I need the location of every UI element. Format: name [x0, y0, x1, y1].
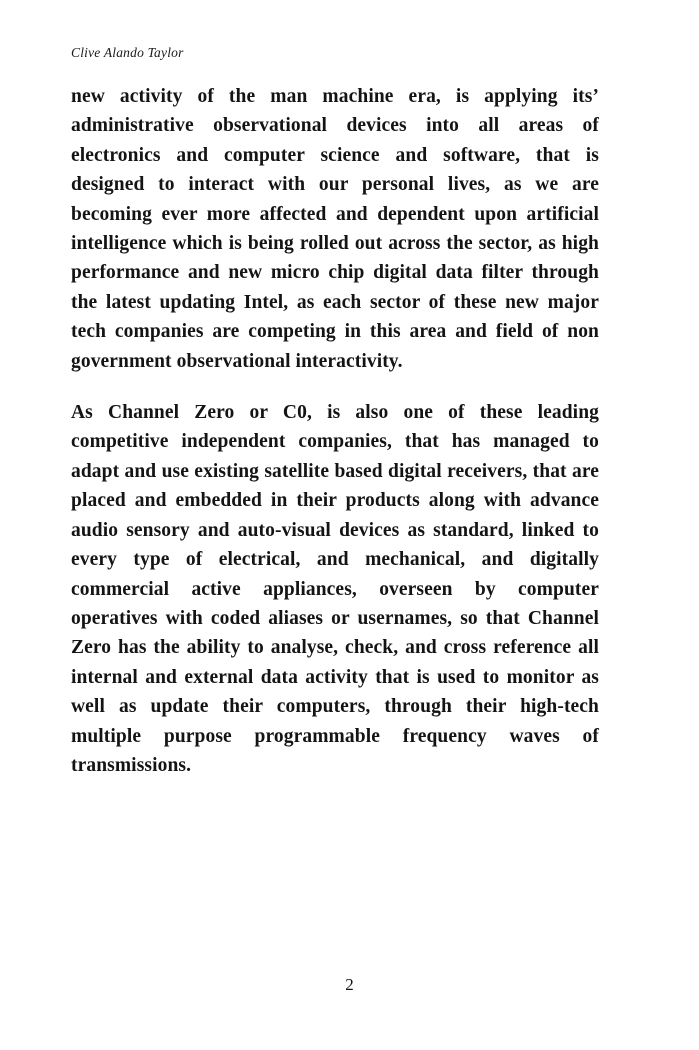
running-head: Clive Alando Taylor	[71, 45, 184, 60]
paragraph: new activity of the man machine era, is applying its’ administrative observational devices into all areas of electronics and computer science and software, that is designed to interact with our personal lives, as we are becoming ever more affected and dependent upon artificial intelligence which is being rolled out across the sector, as high performance and new micro chip digital data filter through the latest updating Intel, as each sector of these new major tech companies are competing in this area and field of non government observational interactivity.	[71, 86, 599, 372]
page-number: 2	[345, 975, 354, 994]
paragraph: As Channel Zero or C0, is also one of these leading competitive independent companies, that has managed to adapt and use existing satellite based digital receivers, that are placed and embedded in their products along with advance audio sensory and auto-visual devices as standard, linked to every type of electrical, and mechanical, and digitally commercial active appliances, overseen by computer operatives with coded aliases or usernames, so that Channel Zero has the ability to analyse, check, and cross reference all internal and external data activity that is used to monitor as well as update their computers, through their high-tech multiple purpose programmable frequency waves of transmissions.	[71, 402, 599, 776]
body-text	[71, 82, 599, 780]
